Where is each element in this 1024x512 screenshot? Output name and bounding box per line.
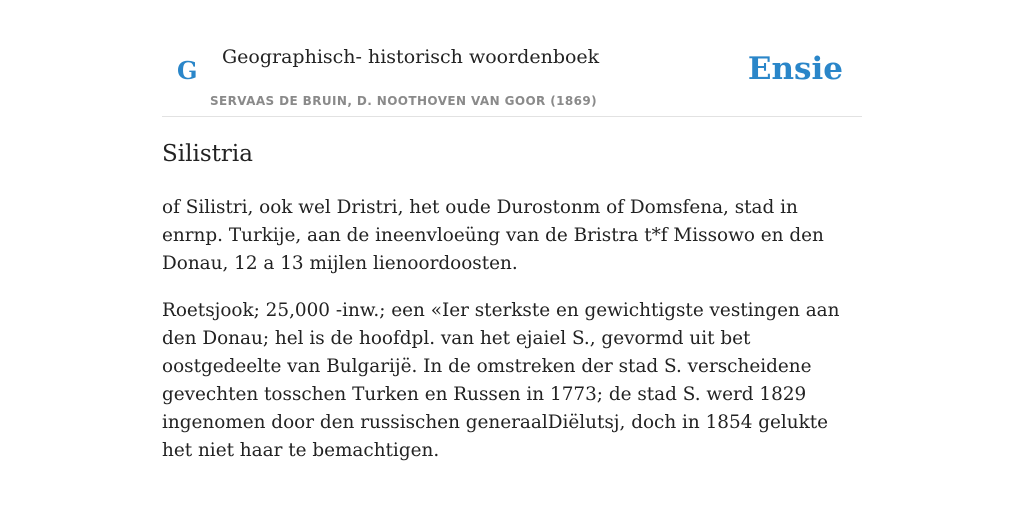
entry-content (162, 138, 862, 484)
entry-paragraph: of Silistri, ook wel Dristri, het oude Durostonm of Domsfena, stad in enrnp. Turkije, aan de ineenvloeüng van de Bristra t*f Missowo en den Donau, 12 a 13 mijlen lienoordoosten. (162, 197, 824, 274)
header (162, 0, 862, 117)
brand-logo-link[interactable]: Ensie (747, 51, 843, 87)
book-letter-link[interactable]: G (177, 56, 198, 85)
book-title-link[interactable]: Geographisch- historisch woordenboek (222, 46, 600, 68)
book-author: SERVAAS DE BRUIN, D. NOOTHOVEN VAN GOOR (1869) (210, 94, 598, 108)
entry-paragraph: Roetsjook; 25,000 -inw.; een «Ier sterkste en gewichtigste vestingen aan den Donau; hel is de hoofdpl. van het ejaiel S., gevormd uit bet oostgedeelte van Bulgarijë. In de omstreken der stad S. verscheidene gevechten tosschen Turken en Russen in 1773; de stad S. werd 1829 ingenomen door den russischen generaalDiëlutsj, doch in 1854 gelukte het niet haar te bemachtigen. (162, 300, 840, 461)
entry-title: Silistria (162, 141, 253, 167)
